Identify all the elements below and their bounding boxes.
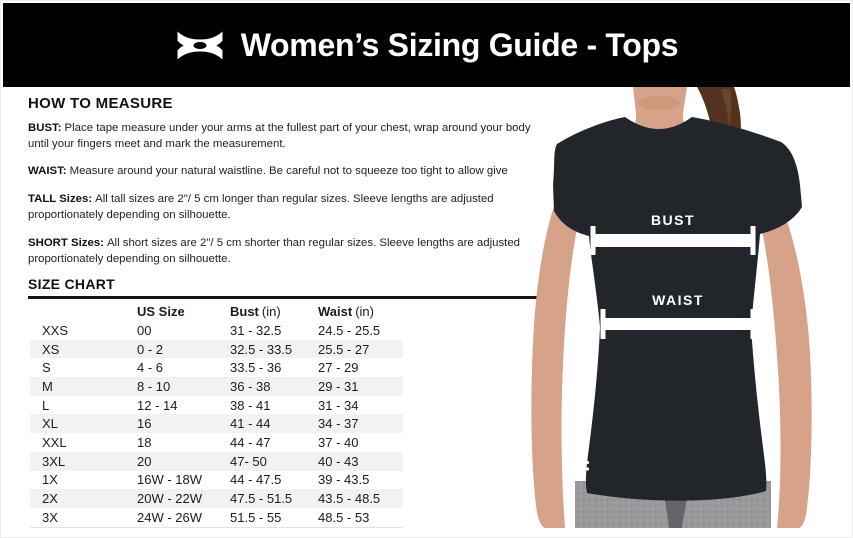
bust-measure-label: BUST — [650, 212, 696, 228]
waist-measure-label: WAIST — [652, 292, 704, 308]
table-cell: 34 - 37 — [318, 416, 359, 432]
table-row — [30, 340, 403, 359]
table-cell: 24W - 26W — [137, 509, 203, 525]
size-chart-table — [30, 302, 403, 528]
table-cell: 00 — [137, 322, 152, 338]
table-row — [30, 414, 403, 433]
how-to-measure-heading: HOW TO MEASURE — [28, 95, 173, 112]
table-cell: 51.5 - 55 — [230, 509, 282, 525]
table-cell: 18 — [137, 434, 152, 450]
table-row — [30, 433, 403, 452]
size-chart-heading: SIZE CHART — [28, 276, 115, 292]
short-sizes-note — [28, 236, 536, 267]
tall-sizes-label: TALL Sizes: — [28, 193, 93, 205]
header-bust-unit: (in) — [261, 304, 281, 319]
tall-sizes-note — [28, 192, 536, 223]
table-cell: 31 - 32.5 — [230, 322, 282, 338]
waist-instructions-text: Measure around your natural waistline. Be careful not to squeeze too tight to allow give — [69, 165, 508, 177]
table-cell: 44 - 47 — [230, 434, 271, 450]
size-table-body — [30, 321, 403, 527]
table-row — [30, 489, 403, 508]
table-cell: 3X — [42, 509, 58, 525]
table-row — [30, 508, 403, 527]
table-row — [30, 396, 403, 415]
table-cell: 38 - 41 — [230, 397, 271, 413]
table-header-cell-size — [30, 304, 137, 319]
short-sizes-label: SHORT Sizes: — [28, 237, 104, 249]
table-cell: 16 — [137, 416, 152, 432]
table-cell: 39 - 43.5 — [318, 472, 370, 488]
table-row — [30, 321, 403, 340]
table-cell: 2X — [42, 491, 58, 507]
table-cell: 27 - 29 — [318, 360, 359, 376]
table-cell: L — [42, 397, 50, 413]
size-chart-divider — [28, 296, 543, 299]
tall-sizes-text: All tall sizes are 2"/ 5 cm longer than regular sizes. Sleeve lengths are adjusted proportionately depending on silhouette. — [28, 193, 494, 221]
table-header-cell-waist — [318, 304, 403, 319]
table-cell: 4 - 6 — [137, 360, 164, 376]
table-cell: 33.5 - 36 — [230, 360, 282, 376]
header-us-size-bold: US Size — [137, 304, 185, 319]
table-row — [30, 377, 403, 396]
table-cell: 47.5 - 51.5 — [230, 491, 293, 507]
table-header-cell-bust — [230, 304, 318, 319]
table-header-cell-us-size — [137, 304, 230, 319]
table-cell: XXL — [42, 434, 67, 450]
table-cell: 20 — [137, 453, 152, 469]
table-cell: 48.5 - 53 — [318, 509, 370, 525]
table-cell: 24.5 - 25.5 — [318, 322, 381, 338]
bust-instructions-text: Place tape measure under your arms at the fullest part of your chest, wrap around your body until your fingers meet and mark the measurement. — [28, 122, 531, 150]
table-cell: M — [42, 378, 53, 394]
table-row — [30, 471, 403, 490]
under-armour-logo-icon — [175, 30, 225, 61]
header-waist-bold: Waist — [318, 304, 353, 319]
table-cell: 29 - 31 — [318, 378, 359, 394]
short-sizes-text: All short sizes are 2"/ 5 cm shorter than regular sizes. Sleeve lengths are adjusted proportionately depending on silhouette. — [28, 237, 520, 265]
table-cell: 3XL — [42, 453, 66, 469]
table-row — [30, 452, 403, 471]
table-cell: 37 - 40 — [318, 434, 359, 450]
table-cell: 0 - 2 — [137, 341, 164, 357]
table-cell: 36 - 38 — [230, 378, 271, 394]
waist-instructions-label: WAIST: — [28, 165, 67, 177]
table-cell: 47- 50 — [230, 453, 267, 469]
header-bar — [3, 3, 850, 87]
table-cell: XS — [42, 341, 60, 357]
table-cell: 31 - 34 — [318, 397, 359, 413]
page-title: Women’s Sizing Guide - Tops — [240, 26, 679, 63]
model-photo — [525, 87, 853, 528]
table-cell: 25.5 - 27 — [318, 341, 370, 357]
table-cell: 20W - 22W — [137, 491, 203, 507]
table-cell: 40 - 43 — [318, 453, 359, 469]
waist-instructions — [28, 164, 536, 180]
table-cell: 16W - 18W — [137, 472, 203, 488]
table-cell: XL — [42, 416, 58, 432]
table-cell: S — [42, 360, 51, 376]
header-waist-unit: (in) — [355, 304, 374, 319]
bust-instructions-label: BUST: — [28, 122, 62, 134]
table-cell: XXS — [42, 322, 69, 338]
bust-instructions — [28, 121, 536, 152]
table-cell: 43.5 - 48.5 — [318, 491, 381, 507]
header-bust-bold: Bust — [230, 304, 259, 319]
table-cell: 41 - 44 — [230, 416, 271, 432]
table-cell: 8 - 10 — [137, 378, 171, 394]
table-cell: 32.5 - 33.5 — [230, 341, 293, 357]
table-cell: 44 - 47.5 — [230, 472, 282, 488]
table-cell: 12 - 14 — [137, 397, 178, 413]
table-row — [30, 358, 403, 377]
table-cell: 1X — [42, 472, 58, 488]
table-header-row — [30, 302, 403, 321]
